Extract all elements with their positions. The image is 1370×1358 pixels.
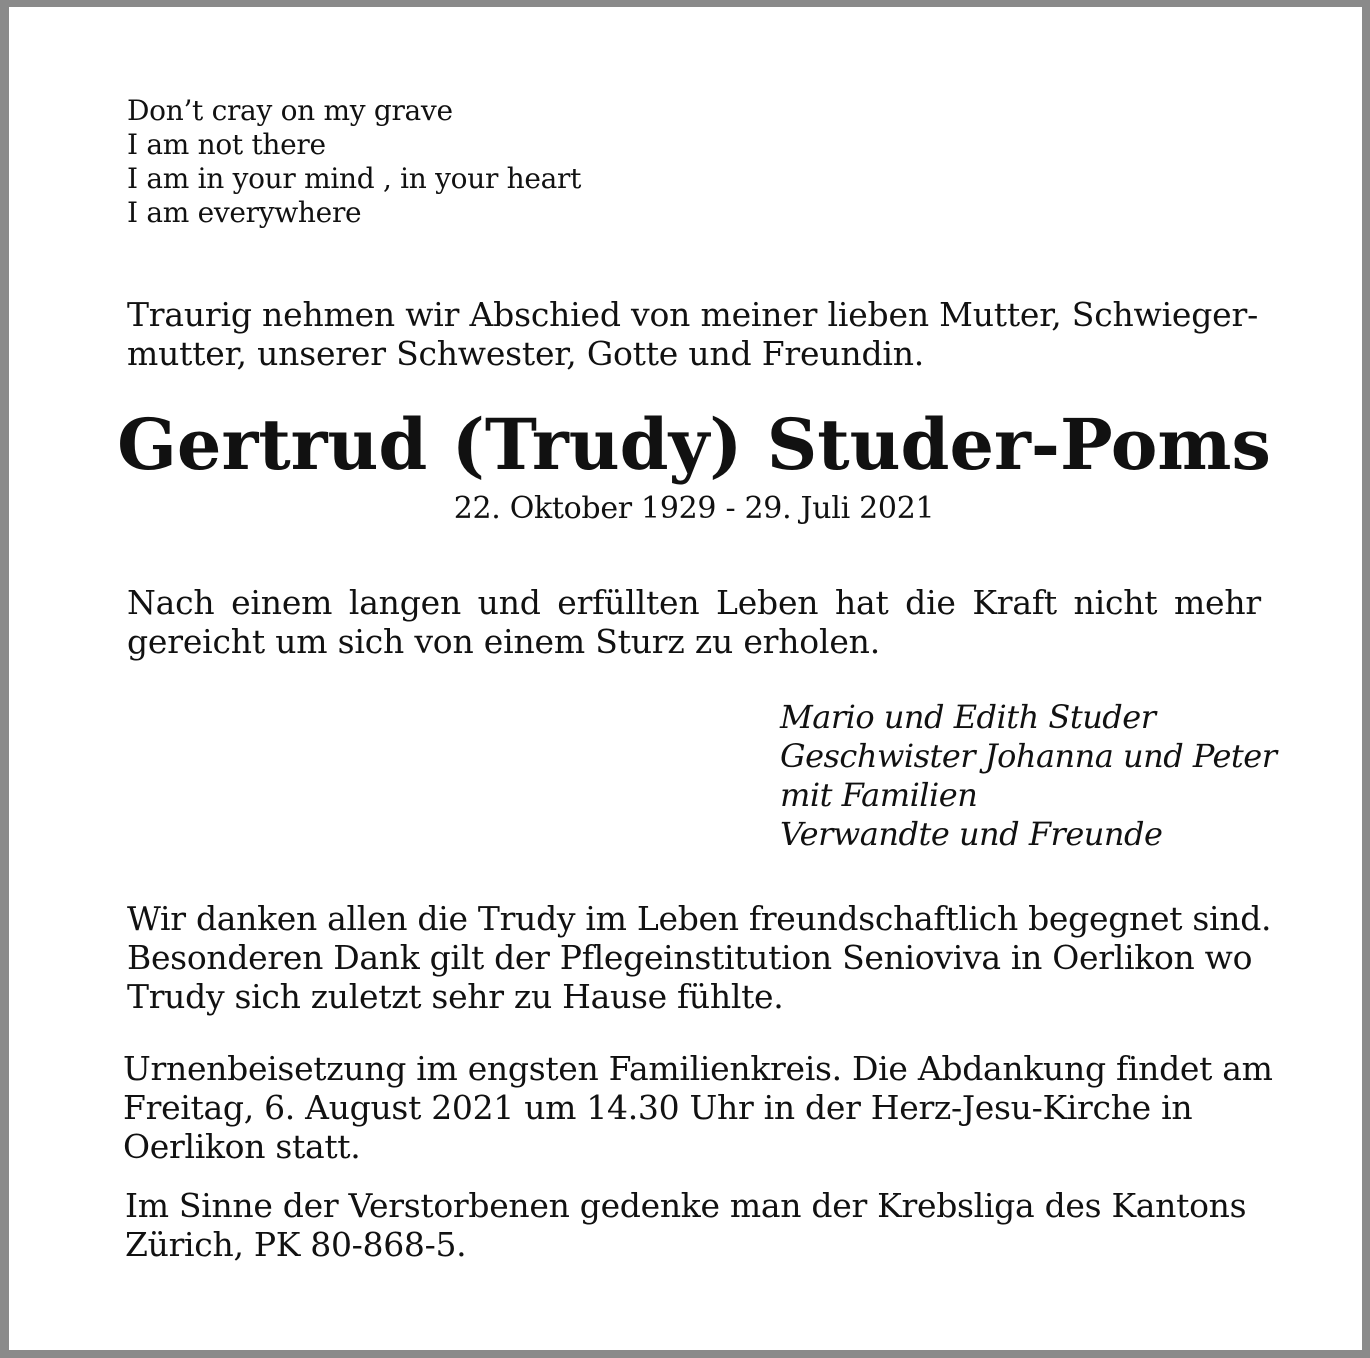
ceremony-paragraph: Urnenbeisetzung im engsten Familienkreis. Die Abdankung findet am Freitag, 6. August 2021 um 14.30 Uhr in der Herz-Jesu-Kirche in Oerlikon statt. xyxy=(123,1049,1273,1166)
life-dates: 22. Oktober 1929 - 29. Juli 2021 xyxy=(453,491,935,526)
poem-line: I am everywhere xyxy=(127,196,362,229)
signer-line: Geschwister Johanna und Peter xyxy=(780,737,1277,775)
donation-paragraph: Im Sinne der Verstorbenen gedenke man der Krebsliga des Kantons Zürich, PK 80-868-5. xyxy=(125,1186,1247,1264)
poem-line: Don’t cray on my grave xyxy=(127,94,453,127)
intro-paragraph: Traurig nehmen wir Abschied von meiner lieben Mutter, Schwiegermutter, unserer Schwester, Gotte und Freundin. xyxy=(127,295,1259,373)
signers xyxy=(780,698,1300,854)
signer-line: mit Familien xyxy=(780,776,978,814)
poem-line: I am in your mind , in your heart xyxy=(127,162,582,195)
message-paragraph: Nach einem langen und erfüllten Leben hat die Kraft nicht mehr gereicht um sich von einem Sturz zu erholen. xyxy=(127,583,1261,661)
poem-line: I am not there xyxy=(127,128,326,161)
signer-line: Verwandte und Freunde xyxy=(780,815,1163,853)
poem xyxy=(127,94,827,230)
signer-line: Mario und Edith Studer xyxy=(780,698,1156,736)
thanks-paragraph: Wir danken allen die Trudy im Leben freundschaftlich begegnet sind. Besonderen Dank gilt der Pflegeinstitution Senioviva in Oerlikon wo Trudy sich zuletzt sehr zu Hause fühlte. xyxy=(127,899,1272,1016)
deceased-name: Gertrud (Trudy) Studer-Poms xyxy=(117,403,1271,486)
